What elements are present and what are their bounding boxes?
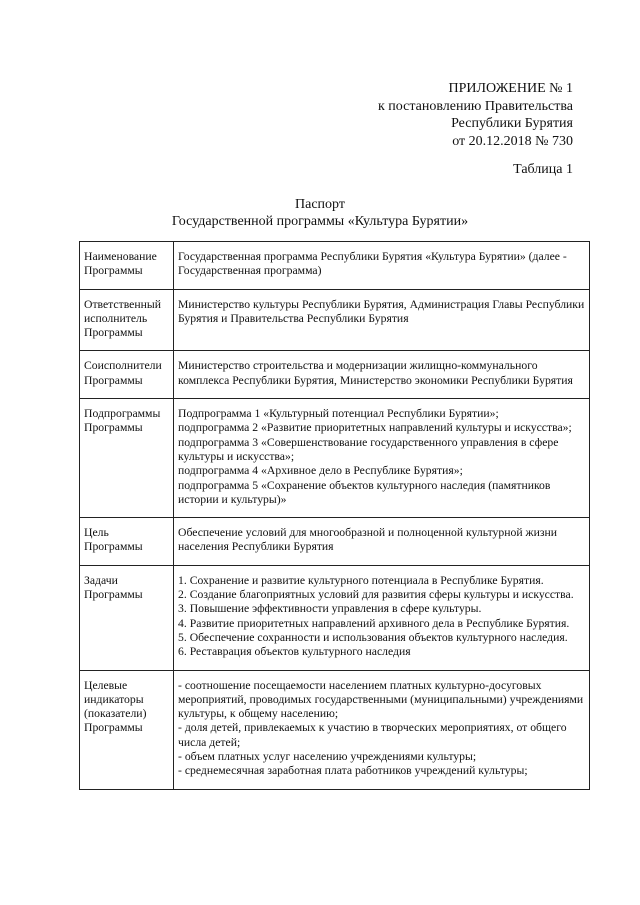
passport-table (79, 241, 590, 790)
row-value-line: подпрограмма 5 «Сохранение объектов культурного наследия (памятников истории и культуры)» (178, 478, 551, 506)
row-value-line: 6. Реставрация объектов культурного наследия (178, 645, 411, 659)
appendix-line-2: к постановлению Правительства (377, 98, 573, 114)
row-label: Задачи Программы (80, 565, 174, 670)
row-value-line: подпрограмма 2 «Развитие приоритетных направлений культуры и искусства»; (178, 421, 572, 435)
row-value-line: Обеспечение условий для многообразной и полноценной культурной жизни населения Республики Бурятия (178, 526, 557, 554)
row-value-line: 2. Создание благоприятных условий для развития сферы культуры и искусства. (178, 588, 574, 602)
row-value-line: 3. Повышение эффективности управления в сфере культуры. (178, 602, 482, 616)
appendix-line-1: ПРИЛОЖЕНИЕ № 1 (448, 81, 573, 96)
title-line-1: Паспорт (295, 197, 345, 212)
row-value-line: 5. Обеспечение сохранности и использования объектов культурного наследия. (178, 630, 568, 644)
appendix-line-4: от 20.12.2018 № 730 (452, 133, 573, 149)
row-value-line: Министерство культуры Республики Бурятия, Администрация Главы Республики Бурятия и Правительства Республики Бурятия (178, 297, 585, 325)
row-value-line: - доля детей, привлекаемых к участию в творческих мероприятиях, от общего числа детей; (178, 721, 567, 749)
row-label: Целевые индикаторы (показатели) Программы (80, 670, 174, 789)
row-value-line: - среднемесячная заработная плата работников учреждений культуры; (178, 764, 528, 778)
row-value-line: 4. Развитие приоритетных направлений архивного дела в Республике Бурятия. (178, 616, 570, 630)
row-label: Цель Программы (80, 518, 174, 566)
table-row (80, 242, 590, 290)
row-value-line: - объем платных услуг населению учреждениями культуры; (178, 750, 477, 764)
table-row (80, 565, 590, 670)
row-value-line: Государственная программа Республики Бурятия «Культура Бурятии» (далее - Государственная программа) (178, 250, 567, 278)
row-value (174, 242, 590, 290)
row-label: Наименование Программы (80, 242, 174, 290)
row-value (174, 399, 590, 518)
row-value-line: подпрограмма 3 «Совершенствование государственного управления в сфере культуры и искусства»; (178, 435, 559, 463)
row-label: Подпрограммы Программы (80, 399, 174, 518)
table-row (80, 518, 590, 566)
table-row (80, 399, 590, 518)
row-label: Ответственный исполнитель Программы (80, 289, 174, 351)
row-label: Соисполнители Программы (80, 351, 174, 399)
row-value (174, 518, 590, 566)
appendix-line-3: Республики Бурятия (451, 116, 573, 131)
document-title (0, 196, 640, 230)
row-value-line: подпрограмма 4 «Архивное дело в Республике Бурятия»; (178, 464, 463, 478)
appendix-block (273, 80, 573, 150)
row-value-line: Министерство строительства и модернизации жилищно-коммунального комплекса Республики Бурятия, Министерство экономики Республики Бурятия (178, 359, 573, 387)
row-value-line: Подпрограмма 1 «Культурный потенциал Республики Бурятии»; (178, 407, 499, 421)
table-row (80, 670, 590, 789)
table-row (80, 289, 590, 351)
table-number-label: Таблица 1 (513, 162, 573, 177)
row-value (174, 351, 590, 399)
table-row (80, 351, 590, 399)
title-line-2: Государственной программы «Культура Бурятии» (171, 214, 469, 229)
row-value-line: 1. Сохранение и развитие культурного потенциала в Республике Бурятия. (178, 573, 544, 587)
row-value (174, 289, 590, 351)
row-value (174, 670, 590, 789)
row-value (174, 565, 590, 670)
row-value-line: - соотношение посещаемости населением платных культурно-досуговых мероприятий, проводимых государственными (муниципальными) учреждениями культуры, к общему населению; (178, 678, 584, 721)
